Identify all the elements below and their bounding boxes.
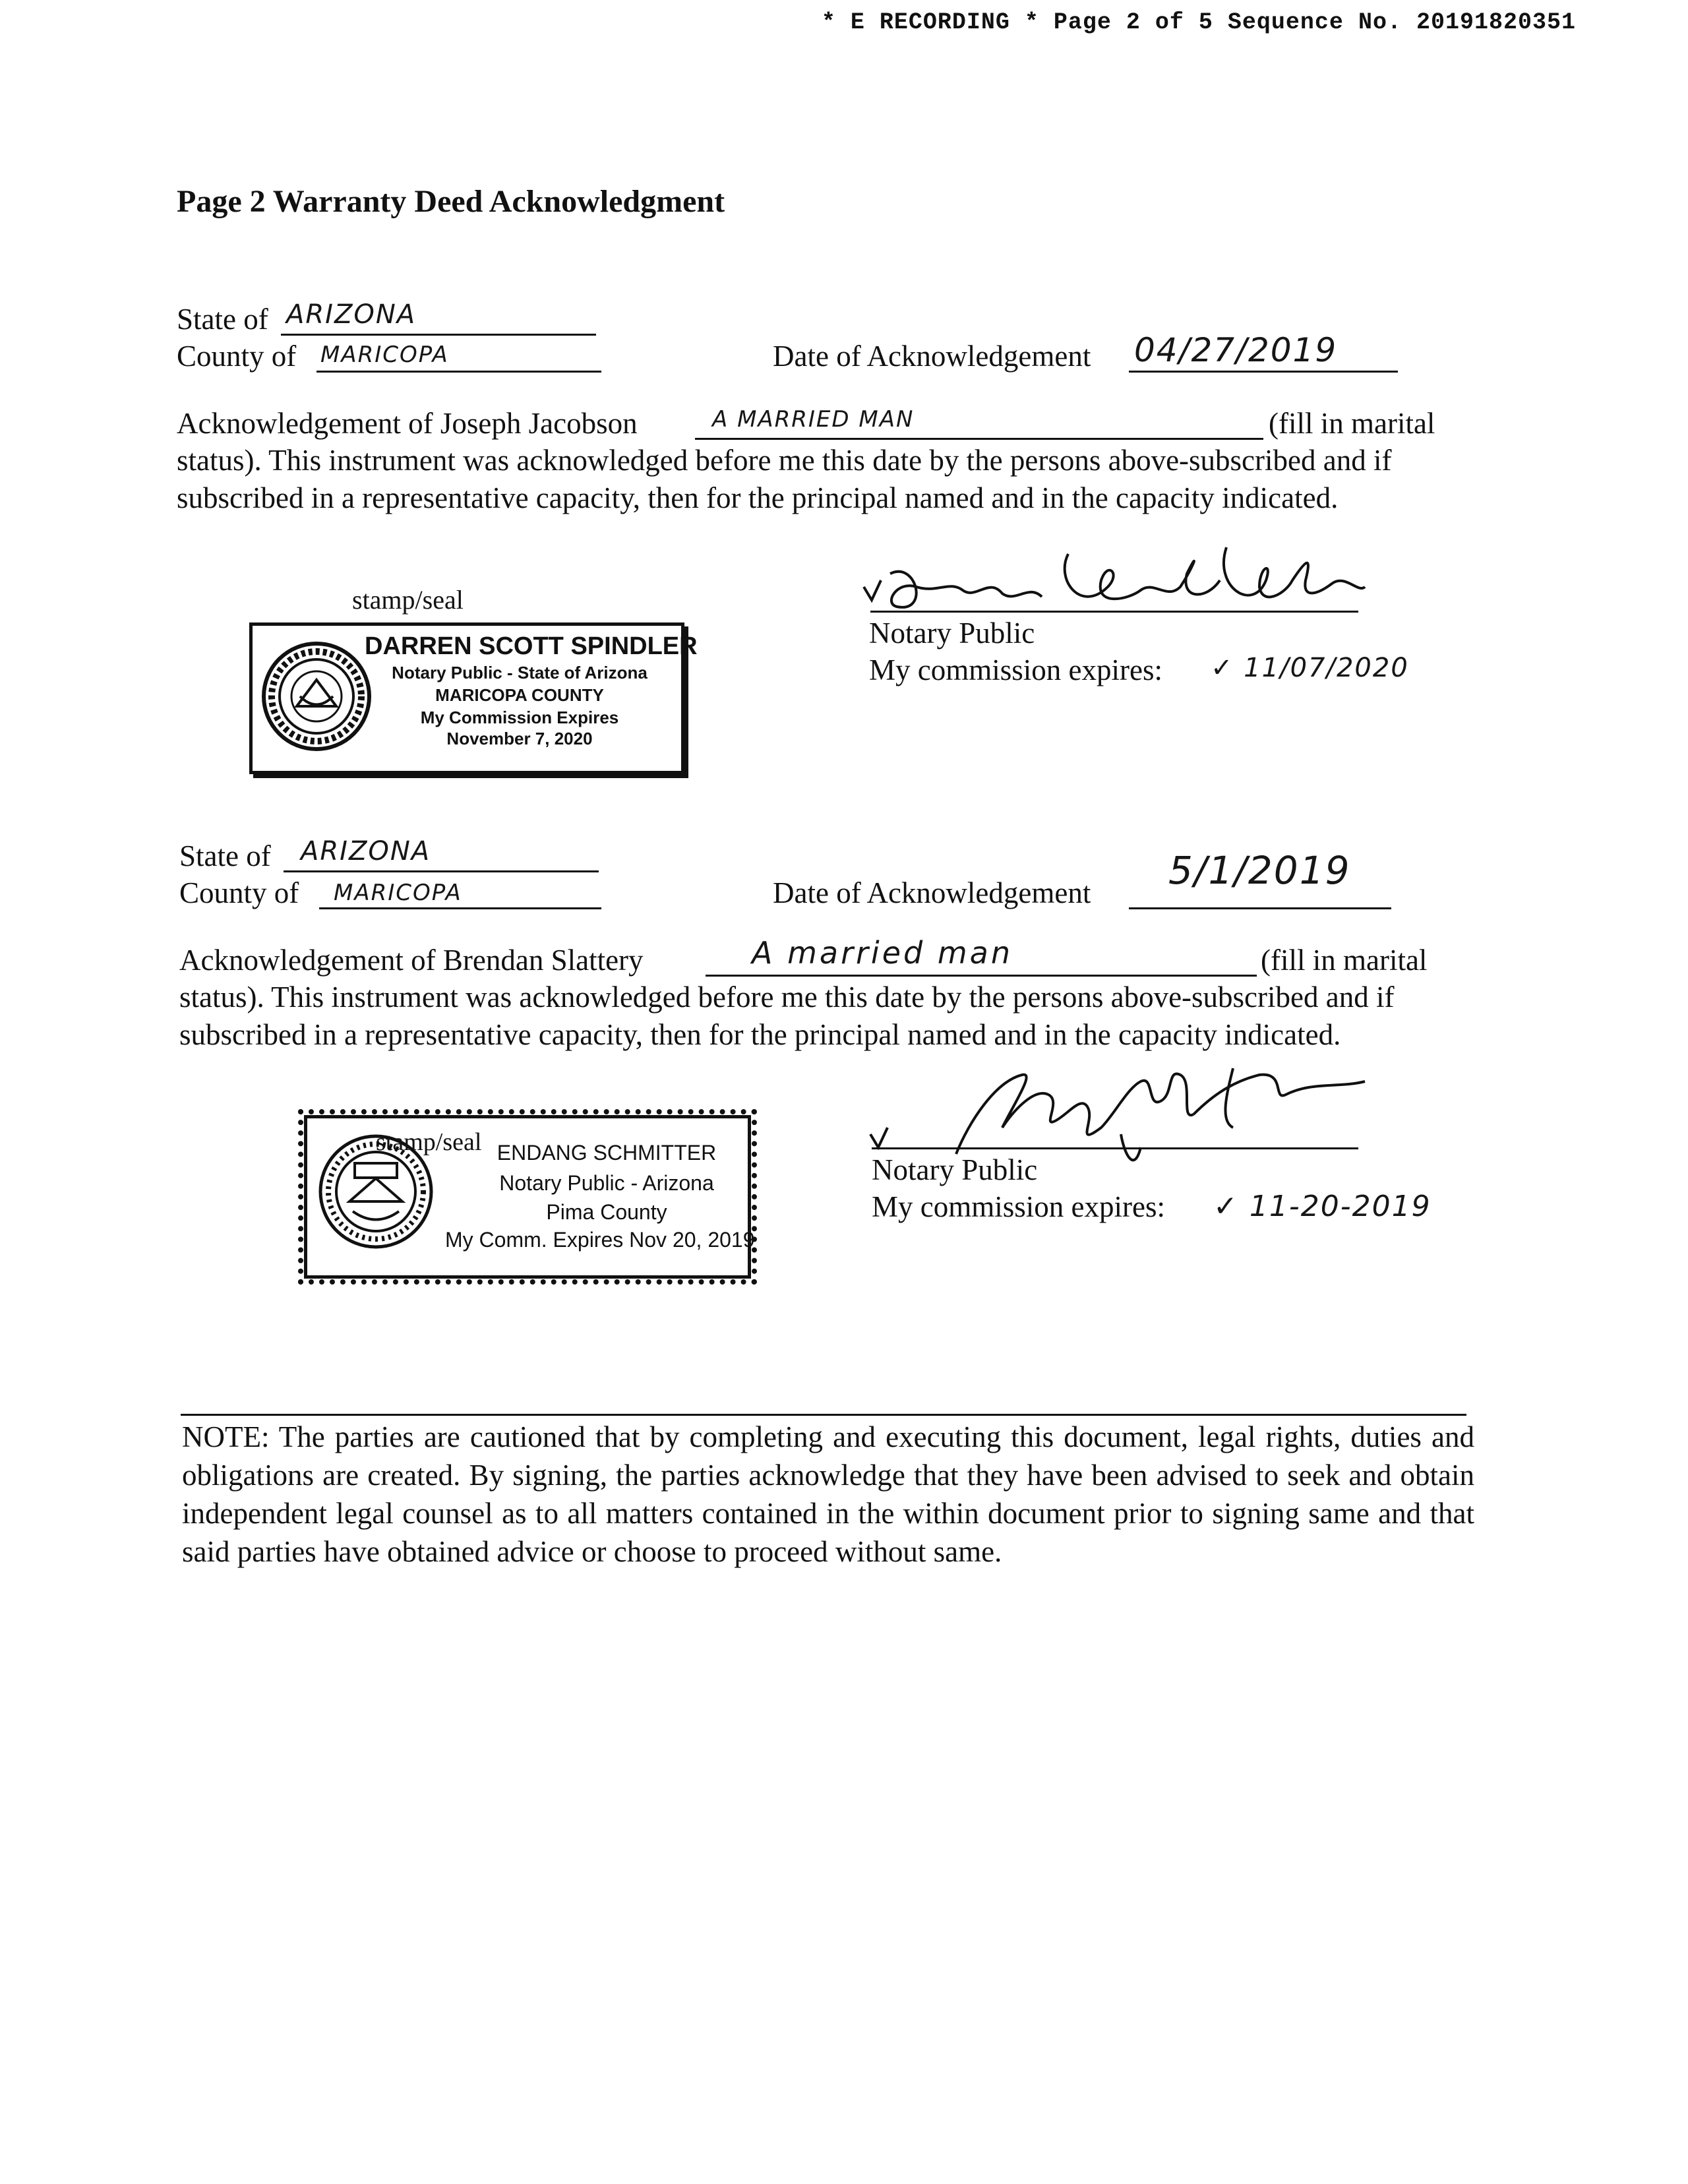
stamp-line-2: Notary Public - State of Arizona xyxy=(392,663,648,682)
commission-value: ✓ 11/07/2020 xyxy=(1211,653,1409,683)
stamp-line-3: Pima County xyxy=(546,1200,667,1224)
state-value: ARIZONA xyxy=(301,836,431,866)
marital-value: A MARRIED MAN xyxy=(712,406,915,433)
date-label: Date of Acknowledgement xyxy=(773,876,1091,909)
stamp-line-4: My Comm. Expires Nov 20, 2019 xyxy=(445,1228,755,1252)
county-label: County of xyxy=(177,340,297,373)
legal-note: NOTE: The parties are cautioned that by completing and executing this document, legal rights, duties and obligations are created. By signing, the parties acknowledge that they have been advised to seek and obtain independent legal counsel as to all matters contained in the within document prior to signing same and that said parties have obtained advice or choose to proceed without same. xyxy=(182,1420,1474,1568)
state-value: ARIZONA xyxy=(286,299,417,330)
commission-value: ✓ 11-20-2019 xyxy=(1213,1190,1432,1223)
notary-public-label: Notary Public xyxy=(869,617,1035,650)
notary-stamp xyxy=(249,622,698,774)
state-line xyxy=(284,870,599,872)
stamp-line-5: November 7, 2020 xyxy=(446,729,593,748)
stamp-notary-name: ENDANG SCHMITTER xyxy=(497,1141,717,1165)
signature-line xyxy=(870,611,1358,613)
date-value: 5/1/2019 xyxy=(1168,848,1351,893)
county-line xyxy=(316,371,601,373)
notary-stamp xyxy=(298,1109,757,1285)
state-label: State of xyxy=(179,839,271,872)
stamp-line-4: My Commission Expires xyxy=(420,708,619,727)
county-value: MARICOPA xyxy=(320,342,449,368)
date-line xyxy=(1129,371,1398,373)
county-label: County of xyxy=(179,876,299,909)
recording-header: * E RECORDING * Page 2 of 5 Sequence No. 20191820351 xyxy=(821,9,1576,36)
county-value: MARICOPA xyxy=(334,880,462,906)
ack-body: status). This instrument was acknowledged before me this date by the persons above-subscribed and if subscribed in a representative capacity, then for the principal named and in the capacity indicated. xyxy=(177,444,1392,514)
ack-label: Acknowledgement of Joseph Jacobson xyxy=(177,407,638,440)
stamp-line-2: Notary Public - Arizona xyxy=(499,1171,714,1195)
document-title: Page 2 Warranty Deed Acknowledgment xyxy=(177,184,725,219)
state-seal-icon xyxy=(260,634,373,759)
ack-body: status). This instrument was acknowledged before me this date by the persons above-subscribed and if subscribed in a representative capacity, then for the principal named and in the capacity indicated. xyxy=(179,981,1395,1051)
ack-label: Acknowledgement of Brendan Slattery xyxy=(179,944,644,977)
notary-public-label: Notary Public xyxy=(872,1153,1038,1186)
signature-line xyxy=(872,1147,1358,1149)
note-divider xyxy=(181,1414,1466,1416)
county-line xyxy=(319,907,601,909)
state-line xyxy=(281,334,596,336)
marital-line xyxy=(695,438,1263,440)
date-line xyxy=(1129,907,1391,909)
stamp-label: stamp/seal xyxy=(352,585,464,615)
fill-note: (fill in marital xyxy=(1261,944,1428,977)
commission-label: My commission expires: xyxy=(869,653,1162,686)
fill-note: (fill in marital xyxy=(1269,407,1435,440)
marital-value: A married man xyxy=(752,935,1013,971)
stamp-notary-name: DARREN SCOTT SPINDLER xyxy=(365,632,698,660)
date-label: Date of Acknowledgement xyxy=(773,340,1091,373)
stamp-label: stamp/seal xyxy=(376,1128,482,1156)
state-label: State of xyxy=(177,303,268,336)
date-value: 04/27/2019 xyxy=(1134,331,1338,369)
marital-line xyxy=(706,975,1257,977)
stamp-line-3: MARICOPA COUNTY xyxy=(435,685,604,705)
commission-label: My commission expires: xyxy=(872,1190,1165,1223)
notary-signature xyxy=(857,541,1372,620)
